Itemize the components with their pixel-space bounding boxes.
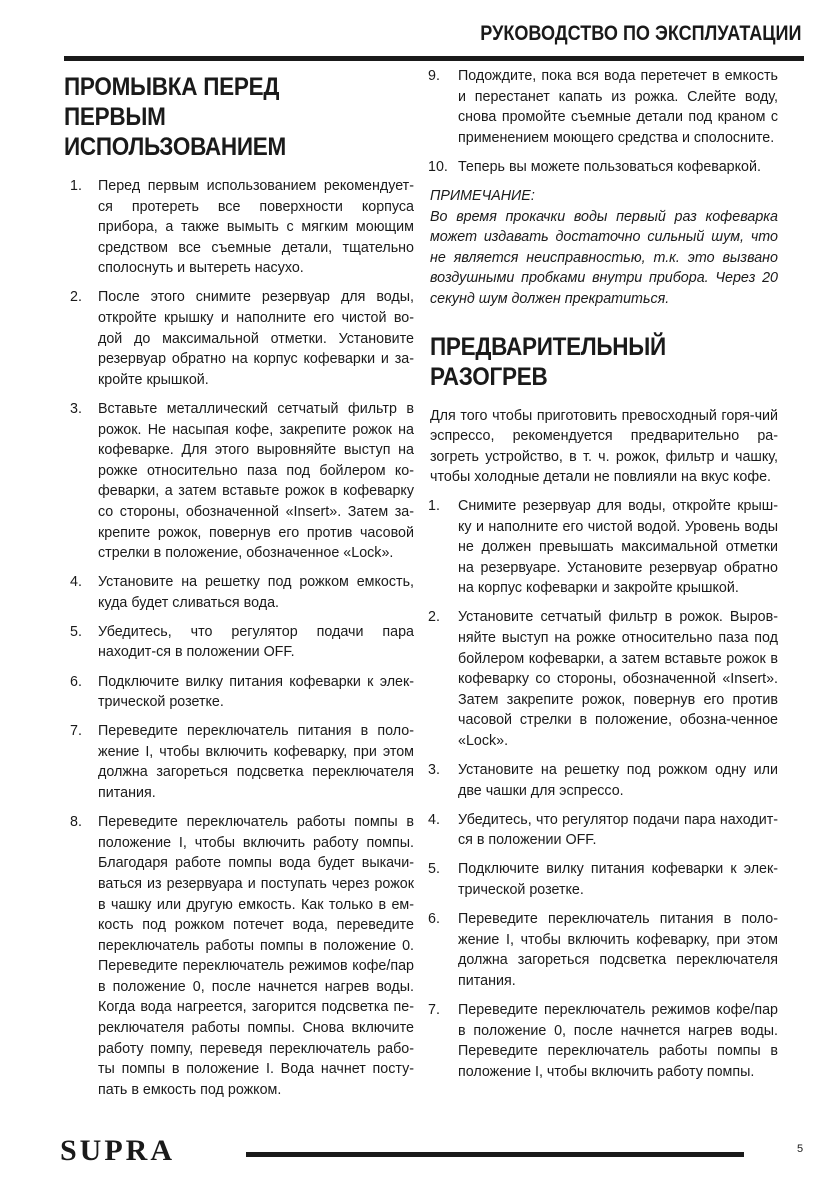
- item-text: Снимите резервуар для воды, откройте крыш-ку и наполните его чистой водой. Уровень воды не должен превышать максимальной отметки на резервуаре. Установите резервуар обратно на корпус кофеварки и закройте крышкой.: [458, 497, 778, 597]
- page-number: 5: [797, 1143, 804, 1155]
- list-item: [64, 622, 414, 663]
- left-column: [64, 66, 414, 1109]
- item-number: 5.: [70, 623, 82, 640]
- list-item: [422, 859, 778, 900]
- item-number: 2.: [70, 289, 82, 306]
- item-number: 8.: [70, 814, 82, 831]
- header-title: РУКОВОДСТВО ПО ЭКСПЛУАТАЦИИ: [479, 22, 801, 45]
- note-title: ПРИМЕЧАНИЕ:: [430, 187, 535, 204]
- preheat-steps-list: [422, 496, 778, 1082]
- list-item: [422, 909, 778, 991]
- footer-divider: [246, 1152, 744, 1157]
- list-item: [64, 572, 414, 613]
- list-item: [422, 810, 778, 851]
- list-item: [422, 496, 778, 599]
- item-text: Установите на решетку под рожком одну или две чашки для эспрессо.: [458, 762, 778, 799]
- item-number: 9.: [428, 68, 440, 84]
- list-item: [64, 176, 414, 279]
- section-heading-preheat: ПРЕДВАРИТЕЛЬНЫЙ РАЗОГРЕВ: [430, 332, 666, 391]
- item-number: 5.: [428, 861, 440, 878]
- supra-logo: SUPRA: [60, 1134, 176, 1167]
- item-number: 6.: [70, 673, 82, 690]
- list-item: [422, 760, 778, 801]
- list-item: [422, 66, 778, 148]
- flushing-steps-continued-list: [422, 66, 778, 177]
- item-text: Перед первым использованием рекомендует-ся протереть все поверхности корпуса прибора, а также вымыть с мягким моющим средством все съемные детали, тщательно сполоснуть и вытереть насухо.: [98, 178, 414, 277]
- note-text: Во время прокачки воды первый раз кофеварка может издавать достаточно сильный шум, что не является неисправностью, т.к. это вызвано воздушными пробками внутри прибора. Через 20 секунд шум должен прекратиться.: [430, 208, 778, 307]
- item-text: Подключите вилку питания кофеварки к элек-трической розетке.: [98, 673, 414, 711]
- item-number: 4.: [70, 574, 82, 591]
- list-item: [422, 1000, 778, 1082]
- section-heading-flushing: ПРОМЫВКА ПЕРЕД ПЕРВЫМ ИСПОЛЬЗОВАНИЕМ: [64, 73, 287, 161]
- item-text: Убедитесь, что регулятор подачи пара находит-ся в положении OFF.: [98, 623, 414, 661]
- list-item: [64, 399, 414, 564]
- list-item: [64, 721, 414, 803]
- item-number: 7.: [70, 723, 82, 740]
- flushing-steps-list: [64, 176, 414, 1100]
- item-number: 6.: [428, 911, 440, 928]
- item-text: После этого снимите резервуар для воды, откройте крышку и наполните его чистой во-дой до максимальной отметки. Установите резервуар обратно на корпус кофеварки и за-кройте крышкой.: [98, 289, 414, 388]
- item-number: 7.: [428, 1001, 440, 1018]
- item-text: Теперь вы можете пользоваться кофеваркой.: [458, 158, 761, 175]
- item-number: 4.: [428, 811, 440, 828]
- item-text: Убедитесь, что регулятор подачи пара находит-ся в положении OFF.: [458, 811, 778, 849]
- item-number: 1.: [428, 497, 440, 514]
- item-text: Установите на решетку под рожком емкость, куда будет сливаться вода.: [98, 574, 414, 611]
- header-divider: [64, 56, 804, 61]
- item-text: Подключите вилку питания кофеварки к элек-трической розетке.: [458, 861, 778, 898]
- item-number: 1.: [70, 178, 82, 194]
- item-text: Подождите, пока вся вода перетечет в емкость и перестанет капать из рожка. Слейте воду, снова промойте съемные детали под краном с применением моющего средства и сполосните.: [458, 68, 778, 146]
- item-text: Вставьте металлический сетчатый фильтр в рожок. Не насыпая кофе, закрепите рожок на кофеварке. Для этого выровняйте выступ на рожке относительно паза под бойлером ко-феварки, а затем вставьте рожок в кофеварку со стороны, обозначенной «Insert». Затем за-крепите рожок, повернув его против часовой стрелки в положение, обозначенное «Lock».: [98, 400, 414, 562]
- item-number: 3.: [70, 400, 82, 417]
- list-item: [64, 672, 414, 713]
- item-text: Переведите переключатель питания в поло-жение I, чтобы включить кофеварку, при этом должна загореться подсветка переключателя питания.: [458, 911, 778, 989]
- item-number: 10.: [428, 158, 448, 175]
- item-text: Переведите переключатель питания в поло-жение I, чтобы включить кофеварку, при этом должна загореться подсветка переключателя питания.: [98, 723, 414, 802]
- item-text: Установите сетчатый фильтр в рожок. Выров-няйте выступ на рожке относительно паза под бойлером кофеварки, а затем вставьте рожок в кофеварку со стороны, обозначенной «Insert». Затем закрепите рожок, повернув его против часовой стрелки в положение, обозна-ченное «Lock».: [458, 609, 778, 749]
- item-number: 3.: [428, 762, 440, 779]
- right-column: [422, 66, 778, 1091]
- item-text: Переведите переключатель работы помпы в положение I, чтобы включить работу помпы. Благодаря работе помпы вода будет выкачи-ваться из резервуара и поступать через рожок в чашку или другую емкость. Как только в ем-кость под рожком потечет вода, переведите переключатель работы помпы в положение 0. Переведите переключатель режимов кофе/пар в положение 0, после начнется нагрев воды. Когда вода нагреется, загорится подсветка пе-реключателя работы помпы. Снова включите работу помпу, переведя переключатель рабо-ты помпы в положение I. Вода начнет посту-пать в емкость под рожком.: [98, 814, 414, 1098]
- list-item: [422, 607, 778, 751]
- item-text: Переведите переключатель режимов кофе/пар в положение 0, после начнется нагрев воды. Переведите переключатель работы помпы в положение I, чтобы включить работу помпы.: [458, 1001, 778, 1080]
- preheat-intro: Для того чтобы приготовить превосходный горя-чий эспрессо, рекомендуется предварительно ра-зогреть устройство, в т. ч. рожок, фильтр и чашку, чтобы холодные детали не повлияли на вкус кофе.: [430, 407, 778, 486]
- list-item: [422, 157, 778, 178]
- list-item: [64, 287, 414, 390]
- item-number: 2.: [428, 609, 440, 626]
- list-item: [64, 812, 414, 1100]
